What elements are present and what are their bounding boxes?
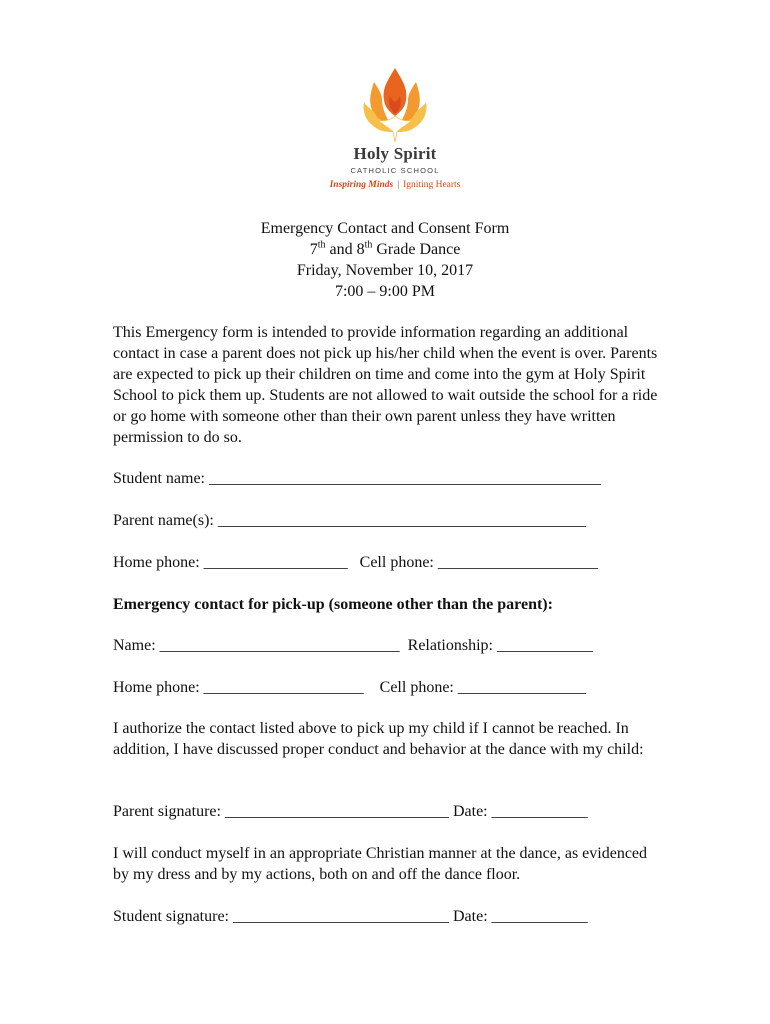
intro-paragraph: This Emergency form is intended to provide information regarding an additional contact in case a parent does not pick up his/her child when the event is over. Parents are expected to pick up their children on time and come into the gym at Holy Spirit School to pick them up. Students are not allowed to wait outside the school for a ride or go home with someone other than their own parent unless they have written permission to do so. — [113, 324, 658, 446]
student-pledge-paragraph: I will conduct myself in an appropriate Christian manner at the dance, as evidenced by my dress and by my actions, both on and off the dance floor. — [113, 845, 648, 883]
tagline-part-1: Inspiring Minds — [329, 180, 394, 190]
school-logo — [329, 66, 461, 200]
grade-7-suffix: th — [317, 239, 326, 251]
tagline-separator: | — [397, 180, 400, 190]
student-signature-field[interactable]: Student signature: ___________________________ Date: ____________ — [113, 908, 588, 925]
grade-7: 7 — [309, 241, 318, 258]
grade-and-8: and 8 — [325, 241, 365, 258]
event-time: 7:00 – 9:00 PM — [334, 283, 435, 300]
emergency-contact-name-field[interactable]: Name: ______________________________ Relationship: ____________ — [113, 637, 593, 654]
event-date: Friday, November 10, 2017 — [296, 262, 474, 279]
form-title: Emergency Contact and Consent Form — [260, 220, 510, 237]
tagline-part-2: Igniting Hearts — [403, 180, 461, 190]
event-grades — [0, 239, 770, 260]
flame-dove-icon — [360, 66, 430, 144]
school-tagline — [310, 180, 480, 190]
parent-signature-field[interactable]: Parent signature: ____________________________ Date: ____________ — [113, 803, 588, 820]
student-name-field[interactable]: Student name: _________________________________________________ — [113, 470, 601, 487]
authorization-paragraph: I authorize the contact listed above to pick up my child if I cannot be reached. In addition, I have discussed proper conduct and behavior at the dance with my child: — [113, 720, 644, 758]
emergency-contact-heading: Emergency contact for pick-up (someone other than the parent): — [113, 596, 553, 613]
grade-8-suffix: th — [364, 239, 373, 251]
parent-phones-field[interactable]: Home phone: __________________ Cell phone: ____________________ — [113, 554, 598, 571]
school-name: Holy Spirit — [353, 144, 437, 163]
emergency-contact-phones-field[interactable]: Home phone: ____________________ Cell phone: ________________ — [113, 679, 586, 696]
parent-names-field[interactable]: Parent name(s): ______________________________________________ — [113, 512, 586, 529]
school-subtitle: CATHOLIC SCHOOL — [350, 166, 440, 175]
grade-dance: Grade Dance — [372, 241, 461, 258]
